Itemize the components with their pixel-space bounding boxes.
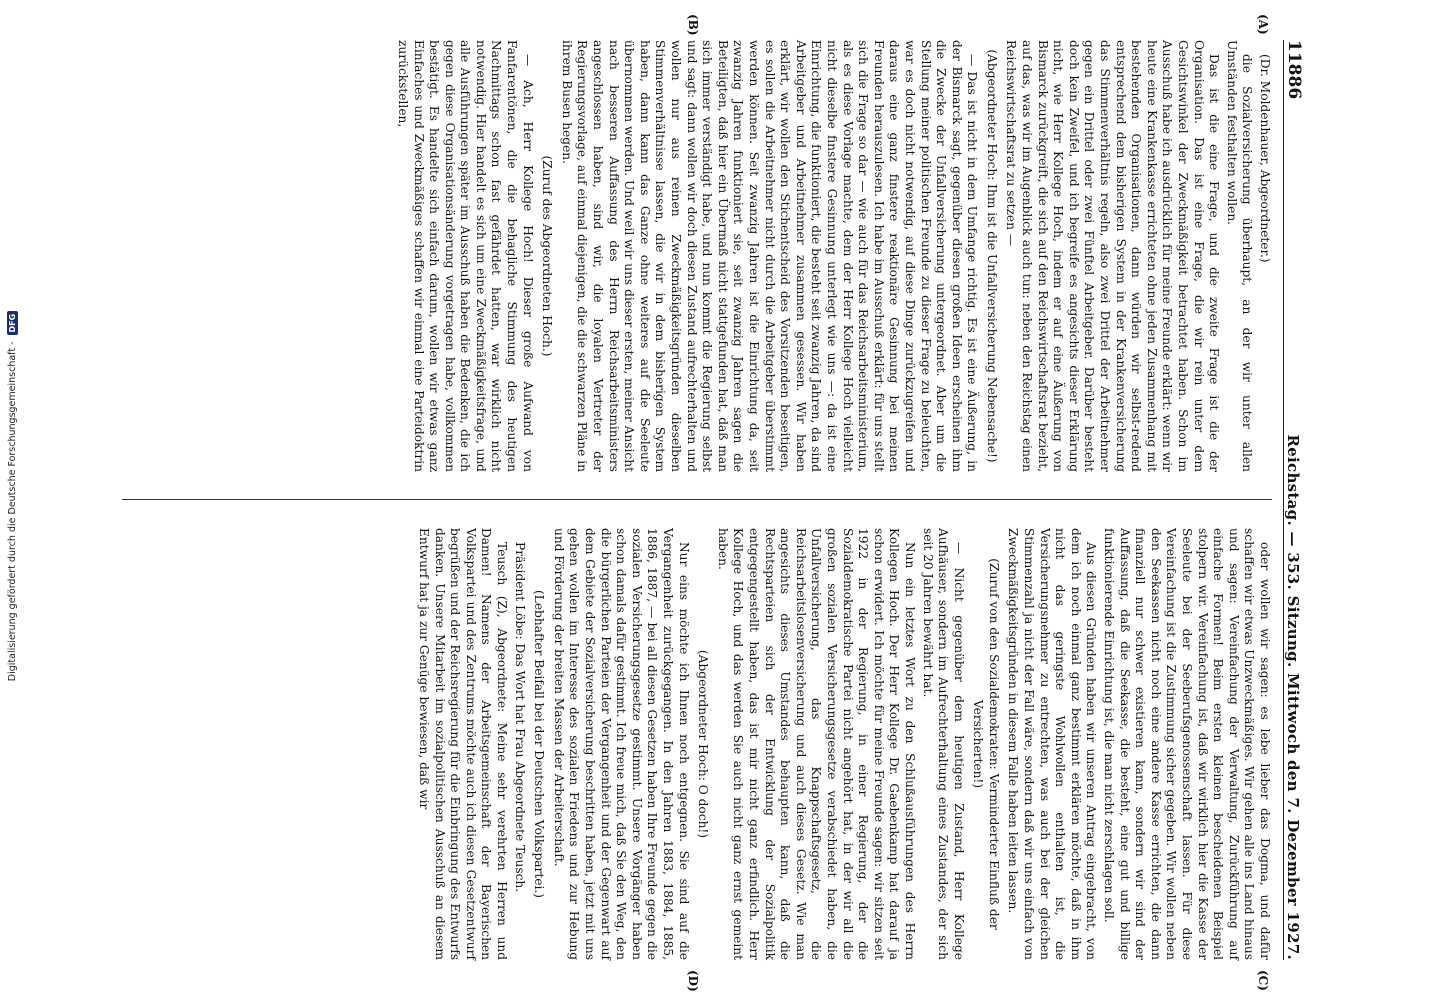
interjection: (Abgeordneter Hoch: Ihm ist die Unfallversicherung Nebensache!) (984, 49, 999, 463)
paragraph: oder wollen wir sagen: es lebe lieber das Dogma, und dafür schaffen wir etwas Unzweckmäßiges. Wir gehen alle ins Land hinaus und sagen: Vereinfachung der Verwaltung, Zurückführung auf einfache Formen! Beim ersten kleinen bescheidenen Beispiel stolpern wir. Vereinfachung ist, daß wir wirklich hier die Kasse der Seeleute bei der Seeberufsgenossenschaft lassen. Für diese Vereinfachung ist die Zustimmung sicher gegeben. Wir wollen neben den Seekassen nicht noch eine andere Kasse errichten, die dann finanziell nur schwer existieren kann, sondern wir sind der Auffassung, daß die Seekasse, die besteht, eine gut und billige funktionierende Einrichtung ist, die man nicht zerschlagen soll. (1102, 528, 1272, 960)
interjection: (Lebhafter Beifall bei der Deutschen Volkspartei.) (532, 590, 547, 898)
left-column (392, 40, 1272, 472)
interjection: (Abgeordneter Hoch: O doch!) (696, 649, 711, 839)
column-divider (122, 499, 1272, 500)
paragraph: die Sozialversicherung überhaupt, an der wir unter allen Umständen festhalten wollen. (1224, 40, 1255, 472)
paragraph: Aus diesen Gründen haben wir unseren Antrag eingebracht, von dem ich noch einmal ganz bestimmt erklären möchte, daß in ihm nicht das geringste Wohlwollen enthalten ist, die Versicherungsnehmer zu entrechten, was auch bei der gleichen Stimmenzahl ja nicht der Fall wäre, sondern daß wir uns einfach von Zweckmäßigkeitsgründen in diesem Falle haben leiten lassen. (1006, 528, 1099, 960)
paragraph: (Dr. Moldenhauer, Abgeordneter.) (1258, 54, 1272, 263)
interjection: (Zuruf des Abgeordneten Hoch.) (540, 155, 555, 357)
page-header (1283, 40, 1310, 960)
margin-mark-d: (D) (686, 970, 700, 992)
margin-mark-c: (C) (1256, 970, 1270, 991)
paragraph: Präsident Löbe: Das Wort hat Frau Abgeordnete Teusch. (512, 542, 527, 893)
credit-text: Digitalisierung gefördert durch die Deutsche Forschungsgemeinschaft - (6, 341, 18, 682)
paragraph: — Das ist nicht in dem Umfange richtig. Es ist eine Äußerung, in der Bismarck sagt, gegenüber diesen großen Ideen erscheinen ihm die Zwecke der Unfallversicherung untergeordnet. Aber um die Stellung meiner politischen Freunde zu dieser Frage zu beleuchten, war es doch nicht notwendig, auf diese Dinge zurückzugreifen und daraus eine ganz finstere reaktionäre Gesinnung bei meinen Freunden herauszulesen. Ich habe im Ausschuß erklärt: für uns stellt sich die Frage so dar — wie auch für das Reichsarbeitsministerium, als es diese Vorlage machte, dem der Herr Kollege Hoch vielleicht nicht dieselbe finstere Gesinnung unterlegt wie uns —: da ist eine Einrichtung, die funktioniert, die besteht seit zwanzig Jahren, da sind Arbeitgeber und Arbeitnehmer zusammen gesessen. Wir haben erklärt, wir wollen den Stichentscheid des Vorsitzenden beseitigen, es sollen die Arbeitnehmer nicht durch die Arbeitgeber überstimmt werden können. Seit zwanzig Jahren ist die Einrichtung da, seit zwanzig Jahren funktioniert sie, seit zwanzig Jahren sagen die Beteiligten, daß hier ein Übermaß nicht stattgefunden hat, daß man sich immer verständigt habe, und nun kommt die Regierung selbst und sagt: dann wollen wir doch diesen Zustand aufrechterhalten und wollen nur aus reinen Zweckmäßigkeitsgründen dieselben Stimmenverhältnisse lassen, die wir in dem bisherigen System haben, dann kann das Ganze ohne weiteres auf die Seeleute übernommen werden. Und weil wir uns dieser ersten, meiner Ansicht nach besseren Auffassung des Herrn Reichsarbeitsministers angeschlossen haben, sind wir, die loyalen Vertreter der Regierungsvorlage, auf einmal diejenigen, die die schwarzen Pläne in ihrem Busen hegen. (559, 40, 980, 472)
paragraph: — Nicht gegenüber dem heutigen Zustand, Herr Kollege Aufhäuser, sondern im Aufrechterhaltung eines Zustandes, der sich seit 20 Jahren bewährt hat. (920, 528, 966, 960)
paragraph: Nun ein letztes Wort zu den Schlußausführungen des Herrn Kollegen Hoch. Der Herr Kollege Dr. Gaebenkamp hat darauf ja schon erwidert. Ich möchte für meine Freunde sagen: wir sitzen seit 1922 in der Regierung, in einer Regierung, der die Sozialdemokratische Partei nicht angehört hat, in der wir all die großen sozialen Versicherungsgesetze verabschiedet haben, die Unfallversicherung, das Knappschaftsgesetz, die Reichsarbeitslosenversicherung und auch dieses Gesetz. Wie man angesichts dieses Umstandes behaupten kann, daß die Rechtsparteien sich der Entwicklung der Sozialpolitik entgegengestellt haben, das ist mir nicht ganz erfindlich. Herr Kollege Hoch, und das werden Sie auch nicht ganz ernst gemeint haben. (715, 528, 917, 960)
running-title: Reichstag. — 353. Sitzung. Mittwoch den 7. Dezember 1927. (1284, 434, 1302, 960)
margin-mark-a: (A) (1256, 14, 1270, 35)
margin-mark-b: (B) (686, 14, 700, 36)
paragraph: — Ach, Herr Kollege Hoch! Dieser große Aufwand von Fanfarentönen, die die behagliche Stimmung des heutigen Nachmittags schon fast gefährdet hatten, war wirklich nicht notwendig. Hier handelt es sich um eine Zweckmäßigkeitsfrage, und alle Ausführungen später im Ausschuß haben die Bedenken, die ich gegen diese Organisationsänderung vorgetragen habe, vollkommen bestätigt. Es handelte sich einfach darum, wollen wir etwas ganz Einfaches und Zweckmäßiges schaffen wir einmal eine Parteidoktrin zurückstellen, (395, 40, 535, 472)
paragraph: Das ist die eine Frage, und die zweite Frage ist die der Organisation. Das ist eine Frage, die wir rein unter dem Gesichtswinkel der Zweckmäßigkeit betrachtet haben. Schon im Ausschuß habe ich ausdrücklich für meine Freunde erklärt: wenn wir heute eine Krankenkasse errichteten ohne jeden Zusammenhang mit bestehenden Organisationen, dann würden wir selbst-redend entsprechend dem bisherigen System in der Krankenversicherung das Stimmenverhältnis regeln, also zwei Drittel der Arbeitnehmer gegen ein Drittel oder zwei Fünftel Arbeitgeber. Darüber besteht doch kein Zweifel, und ich begreife es angesichts dieser Erklärung nicht, wie Herr Kollege Hoch, indem er auf eine Äußerung von Bismarck zurückgreift, die sich auf den Reichswirtschaftsrat bezieht, auf das, was wir im Augenblick auch tun: neben den Reichstag einen Reichswirtschaftsrat zu setzen — (1004, 40, 1222, 472)
right-column (414, 528, 1272, 960)
digitization-credit (4, 6, 20, 986)
page-number: 11886 (1284, 40, 1304, 100)
paragraph: Nur eins möchte ich Ihnen noch entgegnen. Sie sind auf die Vergangenheit zurückgegangen. In den Jahren 1883, 1884, 1885, 1886, 1887, — bei all diesen Gesetzen haben Ihre Freunde gegen die sozialen Versicherungsgesetze gestimmt. Unsere Vorgänger haben schon damals dafür gestimmt. Ich freue mich, daß Sie den Weg, den die bürgerlichen Parteien der Vergangenheit und der Gegenwart auf dem Gebiete der Sozialversicherung beschritten haben, jetzt mit uns gehen wollen im Interesse des sozialen Friedens und zur Hebung und Förderung der breiten Massen der Arbeiterschaft. (551, 528, 691, 960)
paragraph: Teusch (Z), Abgeordnete: Meine sehr verehrten Herren und Damen! Namens der Arbeitsgemeinschaft der Bayerischen Volkspartei und des Zentrums möchte auch ich diesen Gesetzentwurf begrüßen und der Reichsregierung für die Einbringung des Entwurfs danken. Unsere Mitarbeit im sozialpolitischen Ausschuß an diesem Entwurf hat ja zur Genüge bewiesen, daß wir (417, 528, 510, 960)
document-page (110, 14, 1310, 992)
interjection: (Zuruf von den Sozialdemokraten: Verminderter Einfluß der Versicherten!) (971, 558, 1001, 930)
dfg-logo: DFG (7, 311, 18, 336)
